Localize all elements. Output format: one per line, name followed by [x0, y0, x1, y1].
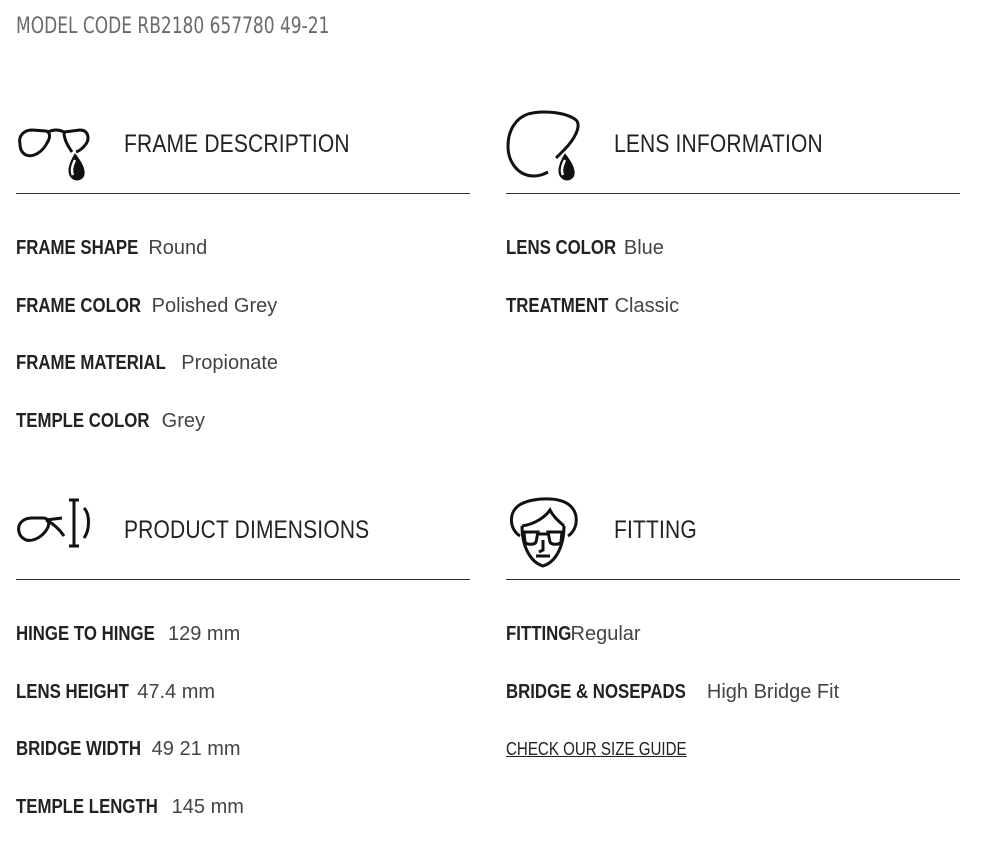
- spec-value: Classic: [615, 292, 679, 320]
- spec-value: 47.4 mm: [137, 678, 215, 706]
- spec-row: [506, 678, 960, 736]
- spec-row: [506, 234, 960, 292]
- spec-row: [16, 349, 470, 407]
- spec-label: TREATMENT: [506, 292, 608, 320]
- spec-list: [506, 234, 960, 349]
- spec-list: [506, 620, 960, 793]
- spec-value: Regular: [571, 620, 641, 648]
- spec-label: BRIDGE & NOSEPADS: [506, 678, 686, 706]
- spec-value: Round: [148, 234, 207, 262]
- section-title: FITTING: [614, 516, 697, 545]
- spec-row: [16, 735, 470, 793]
- section-header: [16, 496, 470, 580]
- section-header: [16, 110, 470, 194]
- frame-description-section: [16, 110, 470, 424]
- spec-label: FRAME MATERIAL: [16, 349, 166, 377]
- spec-row: [506, 292, 960, 350]
- spec-row: [16, 234, 470, 292]
- size-guide-link[interactable]: CHECK OUR SIZE GUIDE: [506, 735, 687, 763]
- section-title: FRAME DESCRIPTION: [124, 130, 350, 159]
- spec-row: [16, 292, 470, 350]
- section-title: PRODUCT DIMENSIONS: [124, 516, 369, 545]
- model-code: MODEL CODE RB2180 657780 49-21: [16, 14, 329, 39]
- lens-information-section: [506, 110, 960, 309]
- spec-label: FITTING: [506, 620, 571, 648]
- spec-row: [16, 620, 470, 678]
- spec-value: 129 mm: [168, 620, 240, 648]
- spec-list: [16, 234, 470, 464]
- spec-row: [506, 620, 960, 678]
- spec-value: 49 21 mm: [152, 735, 241, 763]
- spec-value: Propionate: [181, 349, 278, 377]
- spec-label: TEMPLE LENGTH: [16, 793, 158, 821]
- product-dimensions-section: [16, 496, 470, 810]
- spec-row: [16, 793, 470, 850]
- spec-label: LENS HEIGHT: [16, 678, 129, 706]
- size-guide-row: [506, 735, 960, 793]
- spec-value: Grey: [162, 407, 205, 435]
- spec-value: Polished Grey: [152, 292, 278, 320]
- spec-value: 145 mm: [172, 793, 244, 821]
- spec-label: TEMPLE COLOR: [16, 407, 149, 435]
- spec-row: [16, 678, 470, 736]
- aviator-frame-drop-icon: [16, 110, 92, 184]
- frame-ruler-icon: [16, 496, 92, 570]
- section-header: [506, 496, 960, 580]
- face-with-glasses-icon: [506, 496, 582, 570]
- lens-drop-icon: [506, 110, 582, 184]
- spec-label: HINGE TO HINGE: [16, 620, 155, 648]
- spec-label: BRIDGE WIDTH: [16, 735, 141, 763]
- spec-label: FRAME SHAPE: [16, 234, 138, 262]
- spec-label: FRAME COLOR: [16, 292, 141, 320]
- fitting-section: [506, 496, 960, 753]
- section-title: LENS INFORMATION: [614, 130, 823, 159]
- spec-label: LENS COLOR: [506, 234, 616, 262]
- spec-value: High Bridge Fit: [707, 678, 839, 706]
- section-header: [506, 110, 960, 194]
- spec-value: Blue: [624, 234, 664, 262]
- spec-row: [16, 407, 470, 465]
- spec-list: [16, 620, 470, 850]
